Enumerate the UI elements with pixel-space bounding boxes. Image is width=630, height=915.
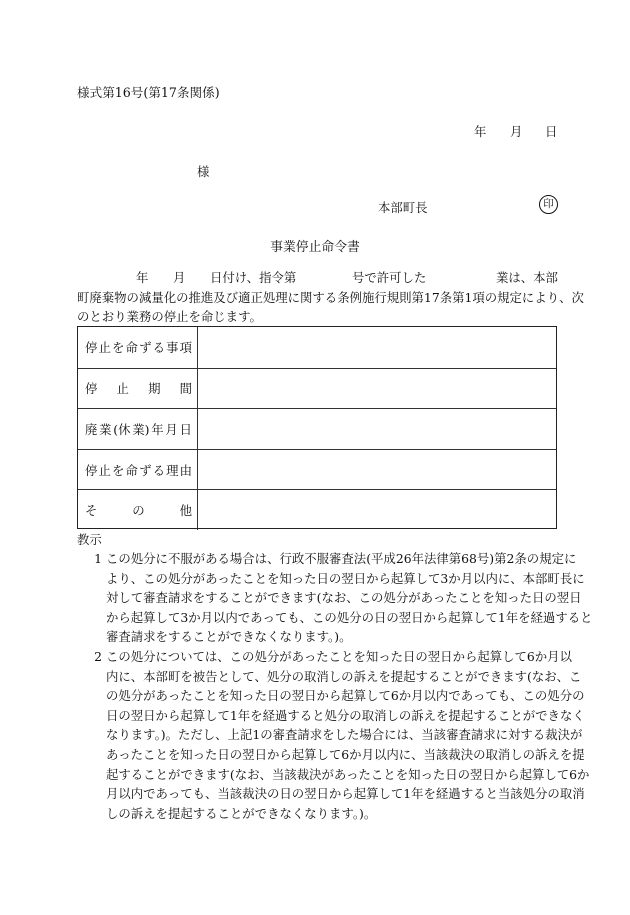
intro-line-3: のとおり業務の停止を命じます。: [77, 309, 262, 324]
label-suspension-reason: 停 止 を 命 ず る 理 由: [85, 462, 192, 478]
notice-item-2: [90, 647, 590, 823]
row-label: [78, 369, 198, 409]
issuer-name: 本部町長: [378, 200, 428, 215]
intro-line-2: 町廃棄物の減量化の推進及び適正処理に関する条例施行規則第17条第1項の規定により、次: [77, 289, 584, 305]
intro-month: 月: [173, 270, 186, 285]
intro-paragraph: [77, 268, 584, 327]
row-label: [78, 490, 198, 530]
intro-line-1: [77, 268, 557, 288]
suspension-table: [77, 326, 557, 529]
intro-business-tail: 業は、本部: [496, 270, 558, 285]
notice-line: 審査請求をすることができなくなります。)。: [106, 629, 352, 645]
suspension-reason-field[interactable]: [198, 450, 556, 490]
notice-line: 月以内であっても、当該裁決の日の翌日から起算して1年を経過すると当該処分の取消: [106, 786, 585, 802]
table-row: [78, 368, 556, 409]
suspension-period-field[interactable]: [198, 369, 556, 409]
suspended-matter-field[interactable]: [198, 327, 556, 368]
notice-line: あったことを知った日の翌日から起算して6か月以内に、当該裁決の取消しの訴えを提: [106, 746, 585, 762]
document-title: 事業停止命令書: [270, 240, 360, 255]
label-suspension-period: 停 止 期 間: [85, 381, 192, 397]
form-number: 様式第16号(第17条関係): [77, 85, 220, 100]
seal-mark: 印: [539, 195, 558, 214]
table-row: [78, 327, 556, 368]
notice-line: この処分に不服がある場合は、行政不服審査法(平成26年法律第68号)第2条の規定に: [106, 551, 577, 566]
notice-line: の処分があったことを知った日の翌日から起算して6か月以内であっても、この処分の: [106, 688, 585, 704]
notice-item-number: 1: [94, 551, 102, 566]
row-label: [78, 327, 198, 368]
label-suspended-matter: 停 止 を 命 ず る 事 項: [85, 340, 192, 356]
notice-line: から起算して3か月以内であっても、この処分の日の翌日から起算して1年を経過すると: [106, 609, 593, 625]
intro-year: 年: [136, 270, 149, 285]
table-row: [78, 449, 556, 490]
notice-line: より、この処分があったことを知った日の翌日から起算して3か月以内に、本部町長に: [106, 570, 585, 586]
table-row: [78, 489, 556, 530]
notice-line: しの訴えを提起することができなくなります。)。: [106, 805, 377, 821]
notice-section: [90, 549, 593, 823]
notice-line: この処分については、この処分があったことを知った日の翌日から起算して6か月以: [106, 648, 572, 664]
label-other: そ の 他: [85, 503, 192, 519]
notice-item-number: 2: [94, 648, 102, 664]
notice-line: 内に、本部町を被告として、処分の取消しの訴えを提起することができます(なお、こ: [106, 668, 582, 684]
notice-line: なります。)。ただし、上記1の審査請求をした場合には、当該審査請求に対する裁決が: [106, 727, 583, 743]
other-field[interactable]: [198, 490, 556, 530]
closure-date-field[interactable]: [198, 409, 556, 449]
label-closure-date: 廃 業 (休 業) 年 月 日: [85, 421, 192, 437]
date-month: 月: [510, 124, 523, 139]
date-day: 日: [545, 124, 558, 139]
notice-line: 日の翌日から起算して1年を経過すると処分の取消しの訴えを提起することができなく: [106, 707, 585, 723]
notice-item-1: [90, 549, 593, 647]
notice-line: 対して審査請求をすることができます(なお、この処分があったことを知った日の翌日: [106, 590, 582, 606]
row-label: [78, 450, 198, 490]
date-year: 年: [474, 124, 487, 139]
intro-day-permit: 日付け、指令第: [210, 270, 297, 285]
table-row: [78, 408, 556, 449]
intro-permit-no: 号で許可した: [352, 270, 427, 285]
row-label: [78, 409, 198, 449]
notice-line: 起することができます(なお、当該裁決があったことを知った日の翌日から起算して6か: [106, 766, 590, 782]
notice-title: 教示: [77, 532, 102, 547]
addressee-suffix: 様: [197, 164, 210, 179]
